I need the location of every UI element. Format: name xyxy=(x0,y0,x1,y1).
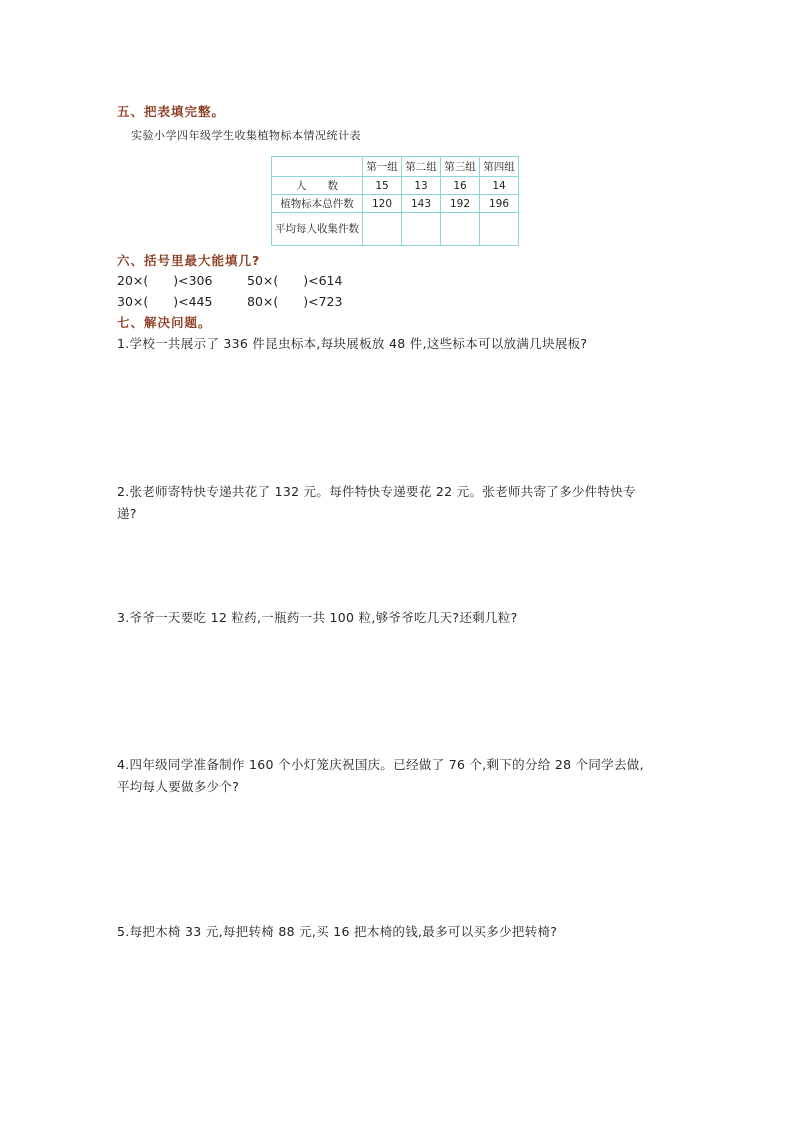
table-cell: 13 xyxy=(402,177,441,195)
table-row xyxy=(272,195,519,213)
table-header-cell: 第四组 xyxy=(480,157,519,177)
fill-blank-row xyxy=(117,271,342,289)
answer-cell[interactable] xyxy=(480,213,519,246)
section5-title: 五、把表填完整。 xyxy=(117,104,226,119)
fill-blank-item[interactable]: 80×( )<723 xyxy=(247,294,343,309)
section7-title: 七、解决问题。 xyxy=(117,315,212,330)
table-row xyxy=(272,213,519,246)
table-cell: 平均每人收集件数 xyxy=(272,213,363,246)
fill-blank-row xyxy=(117,292,342,310)
answer-cell[interactable] xyxy=(441,213,480,246)
table-caption: 实验小学四年级学生收集植物标本情况统计表 xyxy=(131,129,361,142)
section6-title: 六、括号里最大能填几? xyxy=(117,253,261,268)
problem-2-continued: 递? xyxy=(117,506,137,521)
table-cell: 16 xyxy=(441,177,480,195)
table-header-cell xyxy=(272,157,363,177)
table-cell: 15 xyxy=(363,177,402,195)
table-header-cell: 第三组 xyxy=(441,157,480,177)
table-cell: 14 xyxy=(480,177,519,195)
fill-blank-item[interactable]: 50×( )<614 xyxy=(247,273,343,288)
table-row xyxy=(272,177,519,195)
table-cell: 143 xyxy=(402,195,441,213)
fill-blank-item[interactable]: 20×( )<306 xyxy=(117,273,213,288)
problem-2: 2.张老师寄特快专递共花了 132 元。每件特快专递要花 22 元。张老师共寄了多少件特快专 xyxy=(117,484,636,499)
table-cell: 192 xyxy=(441,195,480,213)
table-header-cell: 第二组 xyxy=(402,157,441,177)
problem-5: 5.每把木椅 33 元,每把转椅 88 元,买 16 把木椅的钱,最多可以买多少把转椅? xyxy=(117,924,558,939)
problem-4: 4.四年级同学准备制作 160 个小灯笼庆祝国庆。已经做了 76 个,剩下的分给 28 个同学去做, xyxy=(117,757,644,772)
answer-cell[interactable] xyxy=(363,213,402,246)
problem-1: 1.学校一共展示了 336 件昆虫标本,每块展板放 48 件,这些标本可以放满几块展板? xyxy=(117,336,588,351)
problem-4-continued: 平均每人要做多少个? xyxy=(117,779,240,794)
table-cell: 120 xyxy=(363,195,402,213)
table-header-cell: 第一组 xyxy=(363,157,402,177)
table-cell: 人 数 xyxy=(272,177,363,195)
fill-blank-item[interactable]: 30×( )<445 xyxy=(117,294,213,309)
problem-3: 3.爷爷一天要吃 12 粒药,一瓶药一共 100 粒,够爷爷吃几天?还剩几粒? xyxy=(117,610,518,625)
table-header-row xyxy=(272,157,519,177)
table-cell: 196 xyxy=(480,195,519,213)
table-cell: 植物标本总件数 xyxy=(272,195,363,213)
specimen-table xyxy=(271,156,519,246)
answer-cell[interactable] xyxy=(402,213,441,246)
